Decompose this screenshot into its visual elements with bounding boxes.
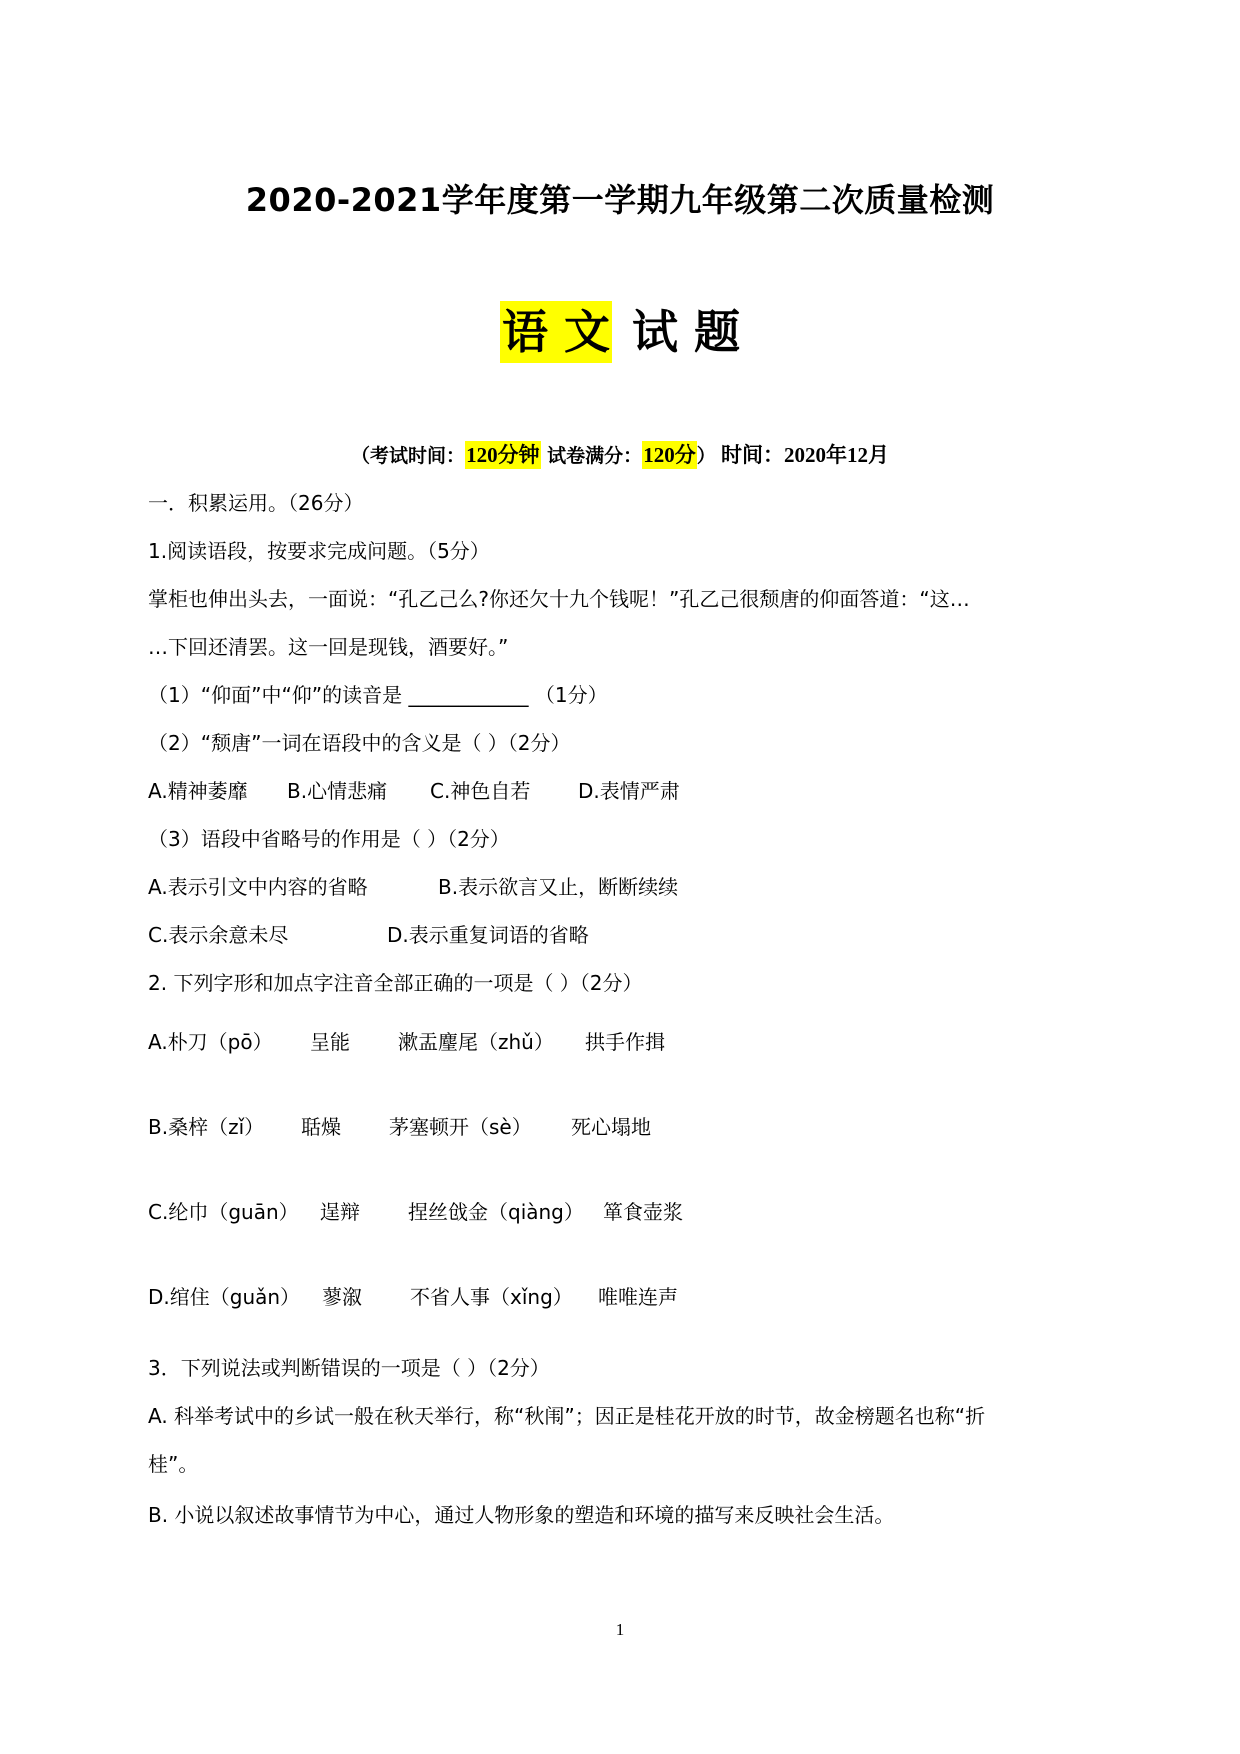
option-item: 漱盂麈尾（zhǔ） [398, 1030, 554, 1054]
option-item: B.桑梓（zǐ） [148, 1115, 265, 1139]
exam-score-label: 试卷满分： [540, 445, 643, 467]
option: D.表情严肃 [578, 779, 680, 803]
exam-date: 时间：2020年12月 [715, 443, 889, 467]
q3-option-a-line-1: A. 科举考试中的乡试一般在秋天举行，称“秋闱”；因正是桂花开放的时节，故金榜题名也称“折 [148, 1404, 986, 1428]
option-item: A.朴刀（pō） [148, 1030, 273, 1054]
option: D.表示重复词语的省略 [387, 923, 589, 947]
option-item: D.绾住（guǎn） [148, 1285, 301, 1309]
exam-info [0, 439, 1240, 469]
q1-sub3: （3）语段中省略号的作用是（ ）（2分） [148, 827, 510, 851]
option: A.表示引文中内容的省略 [148, 875, 368, 899]
q2-option-c [148, 1196, 683, 1225]
option: C.表示余意未尽 [148, 923, 289, 947]
section-heading: 一．积累运用。（26分） [148, 491, 364, 515]
q2-option-a [148, 1026, 665, 1055]
q2-option-b [148, 1111, 651, 1140]
option-item: 箪食壶浆 [603, 1200, 683, 1224]
exam-time-value: 120分钟 [466, 443, 540, 467]
q2-option-d [148, 1281, 678, 1310]
option-item: 死心塌地 [571, 1115, 651, 1139]
q1-sub1: （1）“仰面”中“仰”的读音是 ____________ （1分） [148, 683, 608, 707]
option-item: 逞辩 [320, 1200, 360, 1224]
exam-title: 2020-2021学年度第一学期九年级第二次质量检测 [245, 181, 995, 219]
q3-option-b: B. 小说以叙述故事情节为中心，通过人物形象的塑造和环境的描写来反映社会生活。 [148, 1503, 895, 1527]
q3-option-a-line-2: 桂”。 [148, 1452, 199, 1476]
page-number: 1 [615, 1620, 625, 1639]
option: C.神色自若 [430, 779, 531, 803]
q1-sub2: （2）“颓唐”一词在语段中的含义是（ ）（2分） [148, 731, 571, 755]
exam-info-open: （考试时间： [351, 445, 466, 467]
q2-stem: 2. 下列字形和加点字注音全部正确的一项是（ ）（2分） [148, 971, 643, 995]
q1-sub3-options-row1 [148, 871, 678, 900]
q1-sub2-options [148, 775, 680, 804]
option-item: 蓼溆 [322, 1285, 362, 1309]
subject-title-highlighted: 语 文 [500, 301, 612, 363]
q1-passage-line-1: 掌柜也伸出头去，一面说：“孔乙己么?你还欠十九个钱呢！”孔乙己很颓唐的仰面答道：“这… [148, 587, 970, 611]
exam-score-value: 120分 [643, 443, 696, 467]
option-item: C.纶巾（guān） [148, 1200, 299, 1224]
option-item: 聒燥 [301, 1115, 341, 1139]
q1-passage-line-2: …下回还清罢。这一回是现钱，酒要好。” [148, 635, 509, 659]
option-item: 拱手作揖 [585, 1030, 665, 1054]
option: B.表示欲言又止，断断续续 [438, 875, 679, 899]
exam-info-close: ） [696, 445, 716, 467]
option-item: 不省人事（xǐng） [410, 1285, 573, 1309]
option-item: 捏丝戗金（qiàng） [408, 1200, 584, 1224]
q1-stem: 1.阅读语段，按要求完成问题。（5分） [148, 539, 490, 563]
option: A.精神萎靡 [148, 779, 248, 803]
q1-sub3-options-row2 [148, 919, 589, 948]
subject-title [0, 296, 1240, 362]
subject-title-rest: 试 题 [632, 305, 741, 359]
q3-stem: 3．下列说法或判断错误的一项是（ ）（2分） [148, 1356, 550, 1380]
option: B.心情悲痛 [287, 779, 388, 803]
option-item: 茅塞顿开（sè） [389, 1115, 532, 1139]
option-item: 唯唯连声 [598, 1285, 678, 1309]
option-item: 呈能 [310, 1030, 350, 1054]
